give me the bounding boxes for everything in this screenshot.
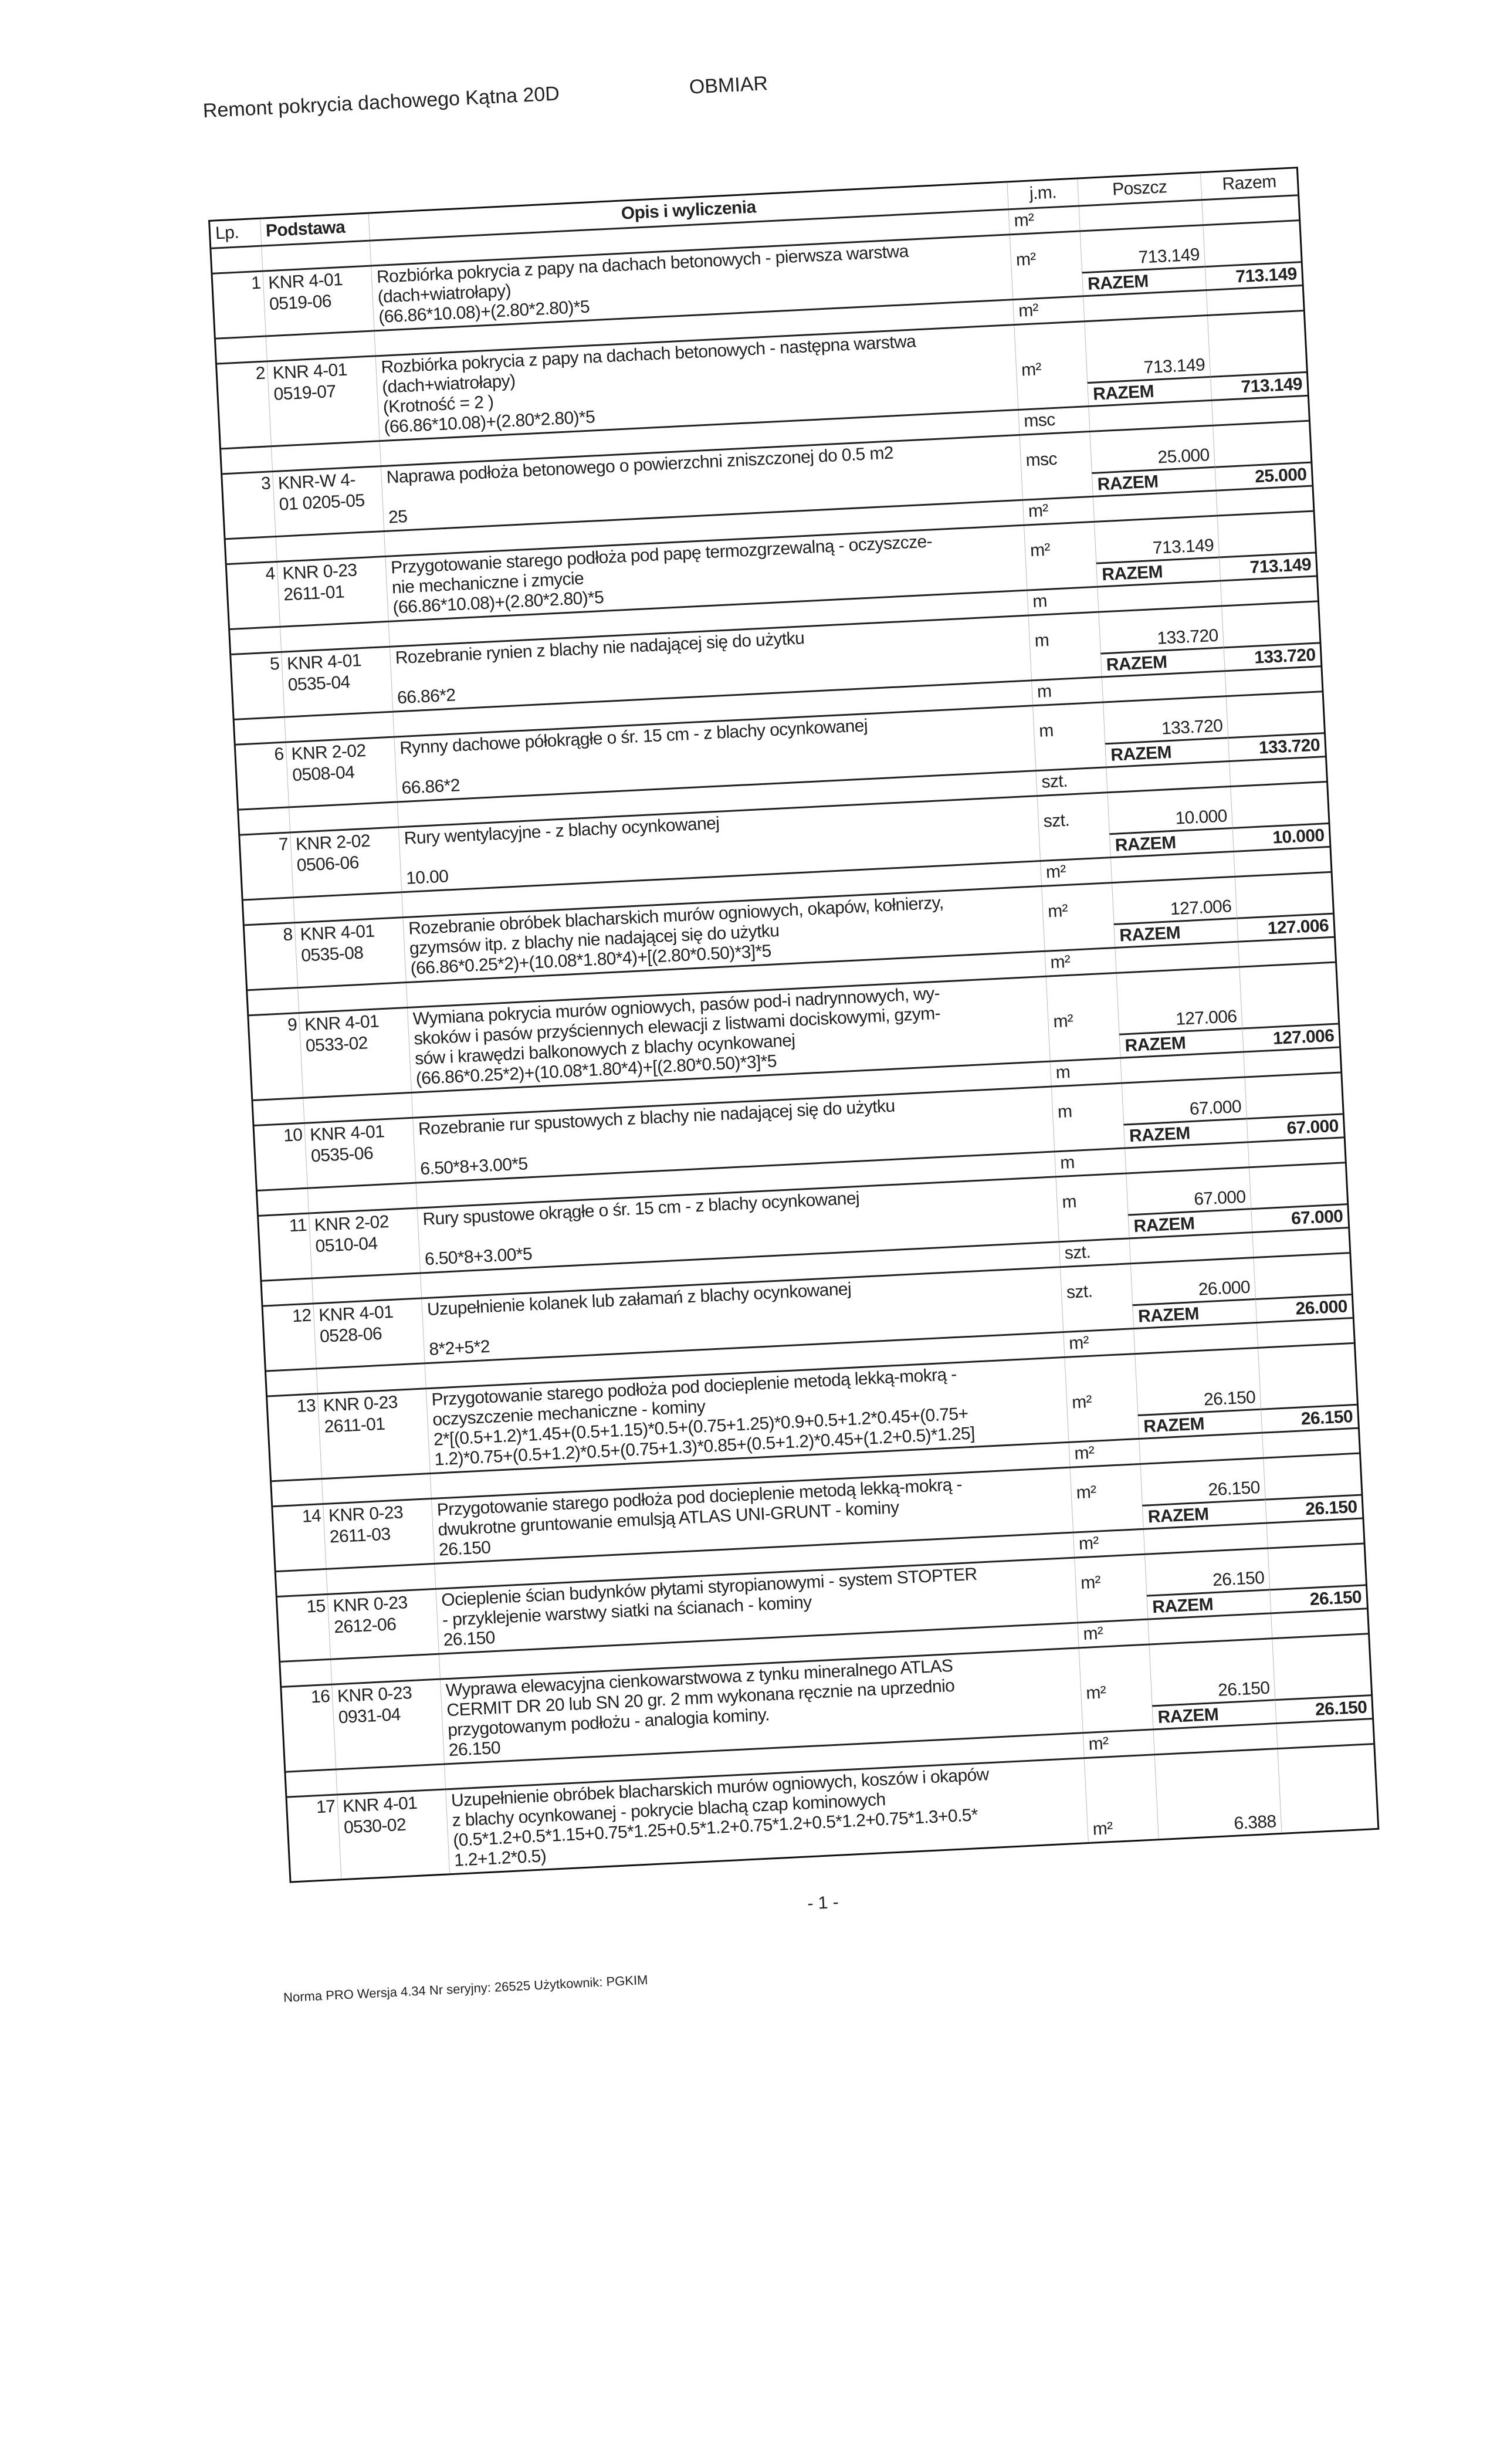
empty-cell xyxy=(289,803,398,831)
unit-label: m² xyxy=(1071,1392,1092,1413)
empty-cell xyxy=(1238,938,1335,966)
software-footer: Norma PRO Wersja 4.34 Nr seryjny: 26525 Użytkownik: PGKIM xyxy=(283,1972,648,2005)
unit-cell: m xyxy=(1050,1059,1122,1086)
unit-cell: m² xyxy=(1069,1440,1140,1467)
description: Rynny dachowe półokrągłe o śr. 15 cm - z blachy ocynkowanej 66.86*2 xyxy=(394,706,1035,801)
description: Rozebranie rur spustowych z blachy nie nadającej się do użytku 6.50*8+3.00*5 xyxy=(412,1088,1054,1182)
col-poszcz: Poszcz xyxy=(1077,173,1201,205)
unit-label: m² xyxy=(1021,359,1042,380)
row-number: 5 xyxy=(269,654,280,674)
unit-label: m xyxy=(1061,1192,1077,1212)
empty-cell xyxy=(1272,1634,1371,1699)
unit-cell: m xyxy=(1054,1149,1126,1176)
unit-label: szt. xyxy=(1042,810,1070,831)
empty-cell xyxy=(1258,1344,1357,1409)
unit-label: msc xyxy=(1025,449,1058,471)
unit-cell xyxy=(1014,322,1088,409)
quantity: 713.149 xyxy=(1094,517,1219,563)
description: Przygotowanie starego podłoża pod docieplenie metodą lekką-mokrą - oczyszczenie mechaniczne - kominy 2*[(0.5+1.2)*1.45+(0.5+1.15)*0.5+(0.75+1.25)*0.9+0.5+1.2*0.45+(0.75+ 1.2)*0.75+(0.5+1.2)*0.5+(0.75+1.3)*0.85+(0.5+1.2)*0.45+(1.2+0.5)*1.25] xyxy=(426,1358,1069,1473)
col-podstawa: Podstawa xyxy=(260,214,370,245)
page-number: - 1 - xyxy=(807,1892,839,1914)
empty-cell xyxy=(1252,1228,1349,1257)
unit-label: m² xyxy=(1080,1572,1101,1593)
razem-label: RAZEM xyxy=(1119,1028,1244,1057)
unit-label: m² xyxy=(1075,1482,1097,1503)
razem-total: 10.000 xyxy=(1232,823,1330,851)
empty-cell xyxy=(266,331,375,360)
knr-code: KNR 0-23 0931-04 xyxy=(331,1680,444,1769)
unit-label: m² xyxy=(1052,1011,1074,1032)
empty-cell xyxy=(262,1280,313,1305)
unit-cell xyxy=(1046,974,1120,1061)
empty-cell xyxy=(1211,397,1309,425)
empty-cell xyxy=(307,1184,417,1213)
razem-total: 26.150 xyxy=(1275,1694,1372,1722)
razem-total: 713.149 xyxy=(1205,261,1302,289)
quantity: 26.150 xyxy=(1134,1349,1261,1414)
row-number: 13 xyxy=(296,1396,316,1417)
unit-cell: m² xyxy=(1063,1329,1134,1356)
unit-cell xyxy=(1055,1175,1129,1241)
document-title: Remont pokrycia dachowego Kątna 20D xyxy=(202,82,560,123)
unit-cell xyxy=(1051,1084,1125,1151)
empty-cell xyxy=(1226,692,1324,737)
empty-cell xyxy=(1203,221,1301,266)
col-razem: Razem xyxy=(1200,168,1298,199)
row-number: 6 xyxy=(273,744,285,764)
unit-cell xyxy=(1041,884,1115,950)
razem-total: 25.000 xyxy=(1215,462,1312,490)
empty-cell xyxy=(1225,667,1322,695)
empty-cell xyxy=(285,713,394,742)
knr-code: KNR 0-23 2611-03 xyxy=(323,1500,434,1568)
row-number: 11 xyxy=(289,1215,307,1236)
empty-cell xyxy=(1234,848,1331,876)
unit-cell xyxy=(1074,1555,1147,1622)
unit-label: m xyxy=(1034,630,1049,651)
empty-cell xyxy=(1220,577,1318,605)
empty-cell xyxy=(272,1480,323,1505)
unit-cell xyxy=(1070,1465,1143,1532)
empty-cell xyxy=(336,1765,445,1794)
unit-label: m² xyxy=(1015,249,1037,270)
empty-cell xyxy=(1216,487,1313,515)
empty-cell xyxy=(226,537,277,563)
description: Rozebranie obróbek blacharskich murów ogniowych, okapów, kołnierzy, gzymsów itp. z blachy nie nadającej się do użytku (66.86*0.25*2)+(10.08*1.80*4)+[(2.80*0.50)*3]*5 xyxy=(403,887,1045,981)
knr-code: KNR 4-01 0535-08 xyxy=(294,918,406,987)
empty-cell xyxy=(276,532,385,561)
quantity: 67.000 xyxy=(1122,1078,1247,1123)
quantity: 10.000 xyxy=(1107,787,1232,833)
empty-cell xyxy=(303,1094,412,1122)
empty-cell xyxy=(1239,963,1338,1028)
empty-cell xyxy=(253,1099,304,1125)
description: Rury wentylacyjne - z blachy ocynkowanej 10.00 xyxy=(398,797,1040,891)
empty-cell xyxy=(1201,196,1299,224)
unit-label: szt. xyxy=(1066,1281,1093,1302)
quantity: 6.388 xyxy=(1154,1749,1282,1839)
empty-cell xyxy=(221,447,272,473)
razem-total: 26.150 xyxy=(1261,1404,1358,1432)
knr-code: KNR 4-01 0519-07 xyxy=(267,357,380,445)
knr-code: KNR 2-02 0506-06 xyxy=(290,828,401,896)
empty-cell xyxy=(243,898,294,924)
razem-label: RAZEM xyxy=(1132,1298,1256,1328)
quantity: 26.150 xyxy=(1140,1459,1265,1505)
description: Rozbiórka pokrycia z papy na dachach betonowych - następna warstwa (dach+wiatrołapy) (Krotność = 2 ) (66.86*10.08)+(2.80*2.80)*5 xyxy=(375,326,1018,440)
knr-code: KNR 0-23 2612-06 xyxy=(327,1590,439,1659)
description: Rozbiórka pokrycia z papy na dachach betonowych - pierwsza warstwa (dach+wiatrołapy) (66.86*10.08)+(2.80*2.80)*5 xyxy=(371,235,1012,330)
col-jm: j.m. xyxy=(1007,180,1079,209)
razem-total: 26.000 xyxy=(1255,1294,1353,1322)
col-lp: Lp. xyxy=(215,222,239,243)
row-number: 17 xyxy=(316,1796,336,1817)
empty-cell xyxy=(216,337,267,363)
empty-cell xyxy=(293,893,403,922)
razem-total: 26.150 xyxy=(1269,1584,1367,1612)
razem-label: RAZEM xyxy=(1146,1589,1271,1618)
unit-cell xyxy=(1084,1755,1159,1842)
empty-cell xyxy=(235,718,286,744)
empty-cell xyxy=(286,1771,337,1796)
empty-cell xyxy=(1235,873,1333,918)
col-opis: Opis i wyliczenia xyxy=(368,182,1008,239)
quantity: 25.000 xyxy=(1089,427,1214,472)
row-number: 10 xyxy=(283,1125,303,1146)
empty-cell xyxy=(261,242,371,270)
empty-cell xyxy=(316,1364,426,1393)
empty-cell xyxy=(1249,1163,1347,1208)
unit-label: m² xyxy=(1092,1818,1113,1839)
empty-cell xyxy=(280,1660,331,1686)
quantity: 26.150 xyxy=(1149,1639,1275,1705)
razem-label: RAZEM xyxy=(1142,1499,1266,1528)
unit-label: m xyxy=(1038,720,1054,741)
empty-cell xyxy=(1221,602,1319,647)
empty-cell xyxy=(297,983,407,1012)
table-body xyxy=(211,196,1377,1881)
quantity: 133.720 xyxy=(1099,607,1224,652)
description: Uzupełnienie kolanek lub załamań z blachy ocynkowanej 8*2+5*2 xyxy=(421,1268,1063,1362)
quantity: 713.149 xyxy=(1084,316,1210,382)
row-number: 7 xyxy=(278,834,289,855)
description: Wyprawa elewacyjna cienkowarstwowa z tynku mineralnego ATLAS CERMIT DR 20 lub SN 20 gr. 2 mm wykonana ręcznie na uprzednio przygotowanym podłożu - analogia kominy. 26.150 xyxy=(440,1649,1083,1763)
document-page xyxy=(202,72,1379,2005)
empty-cell xyxy=(1263,1454,1361,1499)
empty-cell xyxy=(1278,1745,1378,1833)
row-number: 9 xyxy=(287,1015,297,1035)
row-number: 14 xyxy=(302,1506,321,1527)
description: Rozebranie rynien z blachy nie nadającej się do użytku 66.86*2 xyxy=(390,617,1031,711)
row-number: 15 xyxy=(306,1596,326,1617)
unit-cell xyxy=(1065,1355,1139,1441)
unit-cell: m² xyxy=(1040,858,1112,885)
unit-cell: m² xyxy=(1045,949,1116,976)
unit-cell: m² xyxy=(1008,207,1080,233)
empty-cell xyxy=(1207,312,1306,376)
empty-cell xyxy=(1212,422,1310,466)
empty-cell xyxy=(330,1655,440,1684)
quantity: 26.150 xyxy=(1144,1549,1269,1595)
row-number: 2 xyxy=(255,363,266,384)
empty-cell xyxy=(211,247,262,273)
empty-cell xyxy=(1245,1073,1343,1118)
quantity: 127.006 xyxy=(1116,968,1242,1034)
razem-label: RAZEM xyxy=(1113,918,1238,947)
empty-cell xyxy=(326,1565,436,1593)
description: Rury spustowe okrągłe o śr. 15 cm - z blachy ocynkowanej 6.50*8+3.00*5 xyxy=(417,1177,1059,1272)
empty-cell xyxy=(248,989,299,1014)
knr-code: KNR 4-01 0535-06 xyxy=(304,1119,415,1187)
empty-cell xyxy=(258,1189,309,1215)
razem-total: 713.149 xyxy=(1210,371,1308,400)
description: Przygotowanie starego podłoża pod papę termozgrzewalną - oczyszcze- nie mechaniczne i zmycie (66.86*10.08)+(2.80*2.80)*5 xyxy=(385,526,1027,621)
razem-total: 127.006 xyxy=(1237,913,1334,941)
empty-cell xyxy=(311,1274,421,1303)
unit-cell xyxy=(1079,1646,1153,1732)
razem-total: 26.150 xyxy=(1265,1494,1363,1522)
unit-cell xyxy=(1060,1264,1133,1331)
unit-cell: m² xyxy=(1078,1620,1149,1647)
document-type: OBMIAR xyxy=(688,72,768,99)
description: Przygotowanie starego podłoża pod docieplenie metodą lekką-mokrą - dwukrotne gruntowanie emulsją ATLAS UNI-GRUNT - kominy 26.150 xyxy=(431,1468,1073,1563)
razem-label: RAZEM xyxy=(1100,647,1225,676)
empty-cell xyxy=(321,1474,431,1503)
unit-cell: msc xyxy=(1018,407,1090,434)
row-number: 1 xyxy=(250,273,262,293)
unit-cell: m xyxy=(1027,588,1099,615)
empty-cell xyxy=(1268,1544,1366,1589)
knr-code: KNR 4-01 0519-06 xyxy=(262,267,374,336)
row-number: 12 xyxy=(292,1305,312,1326)
empty-cell xyxy=(1243,1048,1340,1076)
razem-label: RAZEM xyxy=(1082,266,1206,295)
razem-label: RAZEM xyxy=(1092,466,1216,496)
empty-cell xyxy=(1254,1254,1352,1298)
unit-cell: m² xyxy=(1022,497,1094,524)
unit-cell: szt. xyxy=(1036,768,1107,795)
empty-cell xyxy=(1262,1429,1359,1457)
razem-total: 713.149 xyxy=(1219,552,1316,580)
measurement-table xyxy=(208,167,1379,1883)
unit-cell xyxy=(1024,523,1097,590)
empty-cell xyxy=(230,628,281,654)
empty-cell xyxy=(1217,512,1315,557)
empty-cell xyxy=(276,1570,327,1596)
unit-cell xyxy=(1010,232,1083,299)
empty-cell xyxy=(1271,1609,1368,1637)
knr-code: KNR 4-01 0535-04 xyxy=(281,648,392,716)
quantity: 26.000 xyxy=(1130,1258,1255,1304)
row-number: 4 xyxy=(265,564,276,584)
empty-cell xyxy=(280,622,390,651)
description: Wymiana pokrycia murów ogniowych, pasów pod-i nadrynnowych, wy- skoków i pasów przyściennych elewacji z listwami dociskowymi, gzym- sów i krawędzi balkonowych z blachy ocynkowanej (66.86*0.25*2)+(10.08*1.80*4)+[(2.80*0.50)*3]*5 xyxy=(407,977,1050,1092)
razem-label: RAZEM xyxy=(1096,557,1220,586)
quantity: 127.006 xyxy=(1112,878,1237,923)
knr-code: KNR 2-02 0510-04 xyxy=(309,1209,420,1278)
unit-label: m² xyxy=(1029,540,1051,561)
unit-cell: szt. xyxy=(1059,1239,1130,1266)
empty-cell xyxy=(1266,1519,1364,1548)
unit-label: m xyxy=(1057,1101,1073,1122)
empty-cell xyxy=(1256,1319,1354,1347)
razem-label: RAZEM xyxy=(1087,376,1211,405)
description: Uzupełnienie obróbek blacharskich murów ogniowych, koszów i okapów z blachy ocynkowanej - pokrycie blachą czap kominowych (0.5*1.2+0.5*1.15+0.75*1.25+0.5*1.2+0.75*1.2+0.5*1.2+0.75*1.3+0.5* 1.2+1.2*0.5) xyxy=(445,1759,1088,1873)
knr-code: KNR 4-01 0528-06 xyxy=(313,1299,425,1368)
unit-cell xyxy=(1032,703,1106,770)
unit-cell: m xyxy=(1031,678,1103,705)
empty-cell xyxy=(1248,1138,1345,1166)
knr-code: KNR 0-23 2611-01 xyxy=(277,557,388,626)
row-number: 3 xyxy=(260,473,271,494)
razem-label: RAZEM xyxy=(1137,1409,1262,1438)
unit-label: m² xyxy=(1085,1683,1107,1703)
razem-label: RAZEM xyxy=(1152,1699,1276,1728)
description: Ocieplenie ścian budynków płytami styropianowymi - system STOPTER - przyklejenie warstwy siatki na ścianach - kominy 26.150 xyxy=(436,1559,1078,1653)
knr-code: KNR 4-01 0530-02 xyxy=(337,1790,449,1879)
row-number: 8 xyxy=(282,925,293,945)
unit-cell xyxy=(1020,432,1093,499)
empty-cell xyxy=(271,442,381,471)
razem-label: RAZEM xyxy=(1105,737,1229,766)
unit-cell: m² xyxy=(1083,1730,1154,1757)
unit-cell: m² xyxy=(1073,1530,1144,1557)
quantity: 713.149 xyxy=(1080,226,1205,272)
razem-total: 127.006 xyxy=(1242,1023,1339,1051)
unit-cell xyxy=(1037,793,1110,860)
razem-total: 67.000 xyxy=(1251,1203,1348,1231)
empty-cell xyxy=(1276,1720,1373,1748)
empty-cell xyxy=(266,1369,317,1395)
knr-code: KNR 4-01 0533-02 xyxy=(299,1008,411,1097)
razem-label: RAZEM xyxy=(1128,1208,1252,1237)
razem-label: RAZEM xyxy=(1123,1118,1248,1147)
knr-code: KNR-W 4- 01 0205-05 xyxy=(272,467,384,536)
quantity: 133.720 xyxy=(1103,697,1228,743)
empty-cell xyxy=(1206,286,1303,314)
unit-cell: m² xyxy=(1012,297,1084,324)
razem-total: 133.720 xyxy=(1228,732,1325,760)
quantity: 67.000 xyxy=(1126,1168,1251,1214)
knr-code: KNR 0-23 2611-01 xyxy=(317,1389,430,1478)
razem-label: RAZEM xyxy=(1109,827,1234,857)
empty-cell xyxy=(239,808,290,834)
unit-label: m² xyxy=(1047,901,1068,922)
unit-cell xyxy=(1028,613,1102,680)
razem-total: 133.720 xyxy=(1224,642,1321,670)
empty-cell xyxy=(1230,783,1328,827)
razem-total: 67.000 xyxy=(1247,1113,1344,1141)
description: Naprawa podłoża betonowego o powierzchni zniszczonej do 0.5 m2 25 xyxy=(381,436,1022,530)
row-number: 16 xyxy=(310,1686,330,1707)
empty-cell xyxy=(1229,757,1326,786)
knr-code: KNR 2-02 0508-04 xyxy=(286,738,397,807)
